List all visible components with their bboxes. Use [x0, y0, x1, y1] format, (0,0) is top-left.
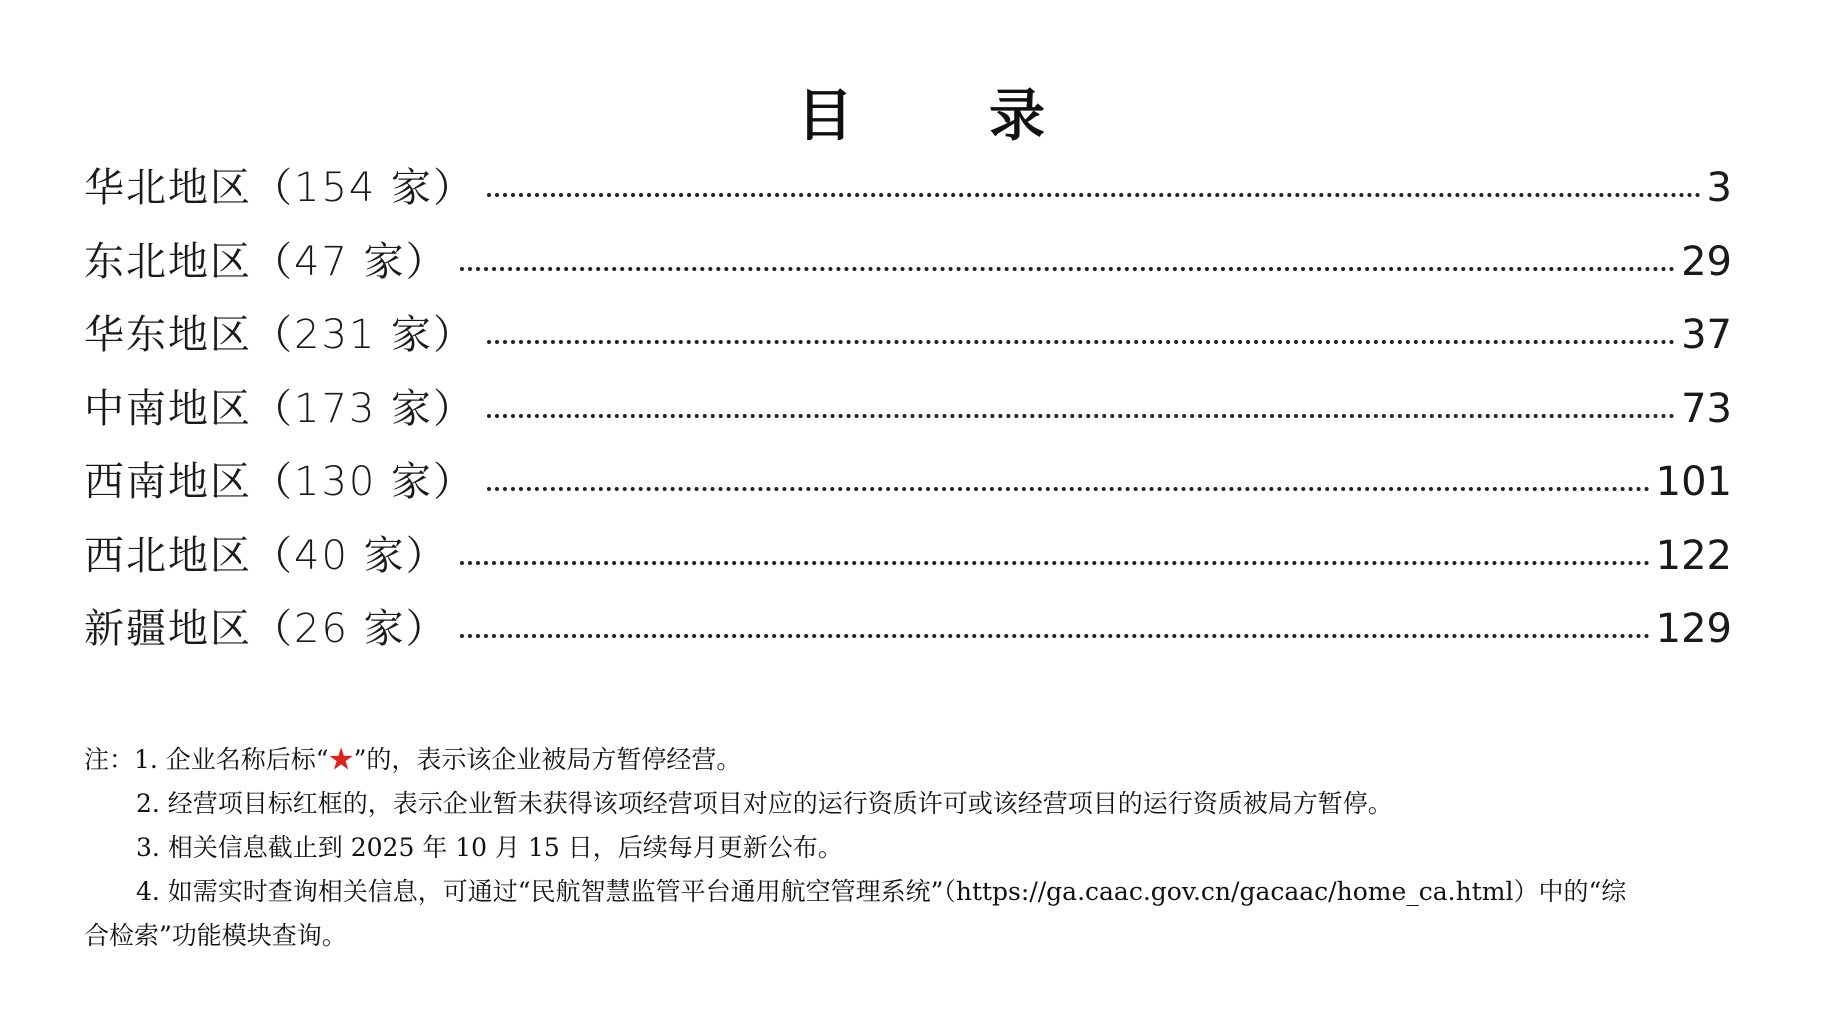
toc-dot-leader [460, 561, 1650, 565]
note-1 [84, 738, 1724, 782]
toc-entry-northwest[interactable] [84, 520, 1732, 594]
toc-entry-label: 西北地区（40 家） [84, 532, 448, 579]
toc-entry-label: 西南地区（130 家） [84, 459, 476, 505]
toc-entry-page: 73 [1681, 385, 1732, 432]
toc-entry-label: 华北地区（154 家） [84, 165, 476, 211]
toc-entry-label: 新疆地区（26 家） [84, 606, 448, 652]
toc-dot-leader [487, 487, 1650, 491]
toc-entry-central-south[interactable] [84, 373, 1732, 447]
note-4-line-1: 4. 如需实时查询相关信息，可通过“民航智慧监管平台通用航空管理系统”（https://ga.caac.gov.cn/gacaac/home_ca.html）中的“综 [136, 877, 1627, 906]
toc-entry-page: 129 [1655, 606, 1732, 652]
toc-entry-page: 3 [1706, 165, 1732, 211]
toc-entry-label: 华东地区（231 家） [84, 312, 476, 358]
toc-dot-leader [487, 340, 1675, 344]
note-1-prefix: 注：1. 企业名称后标“ [84, 745, 329, 774]
toc-entry-page: 122 [1655, 532, 1732, 579]
toc-entry-northeast[interactable] [84, 226, 1732, 300]
toc-entry-label: 中南地区（173 家） [84, 385, 476, 432]
note-2: 2. 经营项目标红框的，表示企业暂未获得该项经营项目对应的运行资质许可或该经营项目的运行资质被局方暂停。 [136, 789, 1393, 818]
note-1-suffix: ”的，表示该企业被局方暂停经营。 [353, 745, 742, 774]
toc-dot-leader [460, 267, 1675, 271]
toc-entry-label: 东北地区（47 家） [84, 238, 448, 285]
table-of-contents [84, 152, 1732, 667]
toc-entry-east-china[interactable] [84, 299, 1732, 373]
note-3: 3. 相关信息截止到 2025 年 10 月 15 日，后续每月更新公布。 [136, 833, 843, 862]
toc-dot-leader [487, 414, 1675, 418]
toc-entry-southwest[interactable] [84, 446, 1732, 520]
toc-entry-page: 37 [1681, 312, 1732, 358]
toc-dot-leader [487, 193, 1700, 197]
note-4-line-2: 合检索”功能模块查询。 [84, 921, 347, 950]
toc-entry-xinjiang[interactable] [84, 593, 1732, 667]
toc-entry-north-china[interactable] [84, 152, 1732, 226]
toc-entry-page: 29 [1681, 238, 1732, 285]
star-icon: ★ [328, 745, 354, 774]
notes-section [84, 738, 1724, 958]
toc-dot-leader [460, 634, 1650, 638]
page-title: 目 录 [797, 82, 1085, 149]
toc-entry-page: 101 [1655, 459, 1732, 505]
